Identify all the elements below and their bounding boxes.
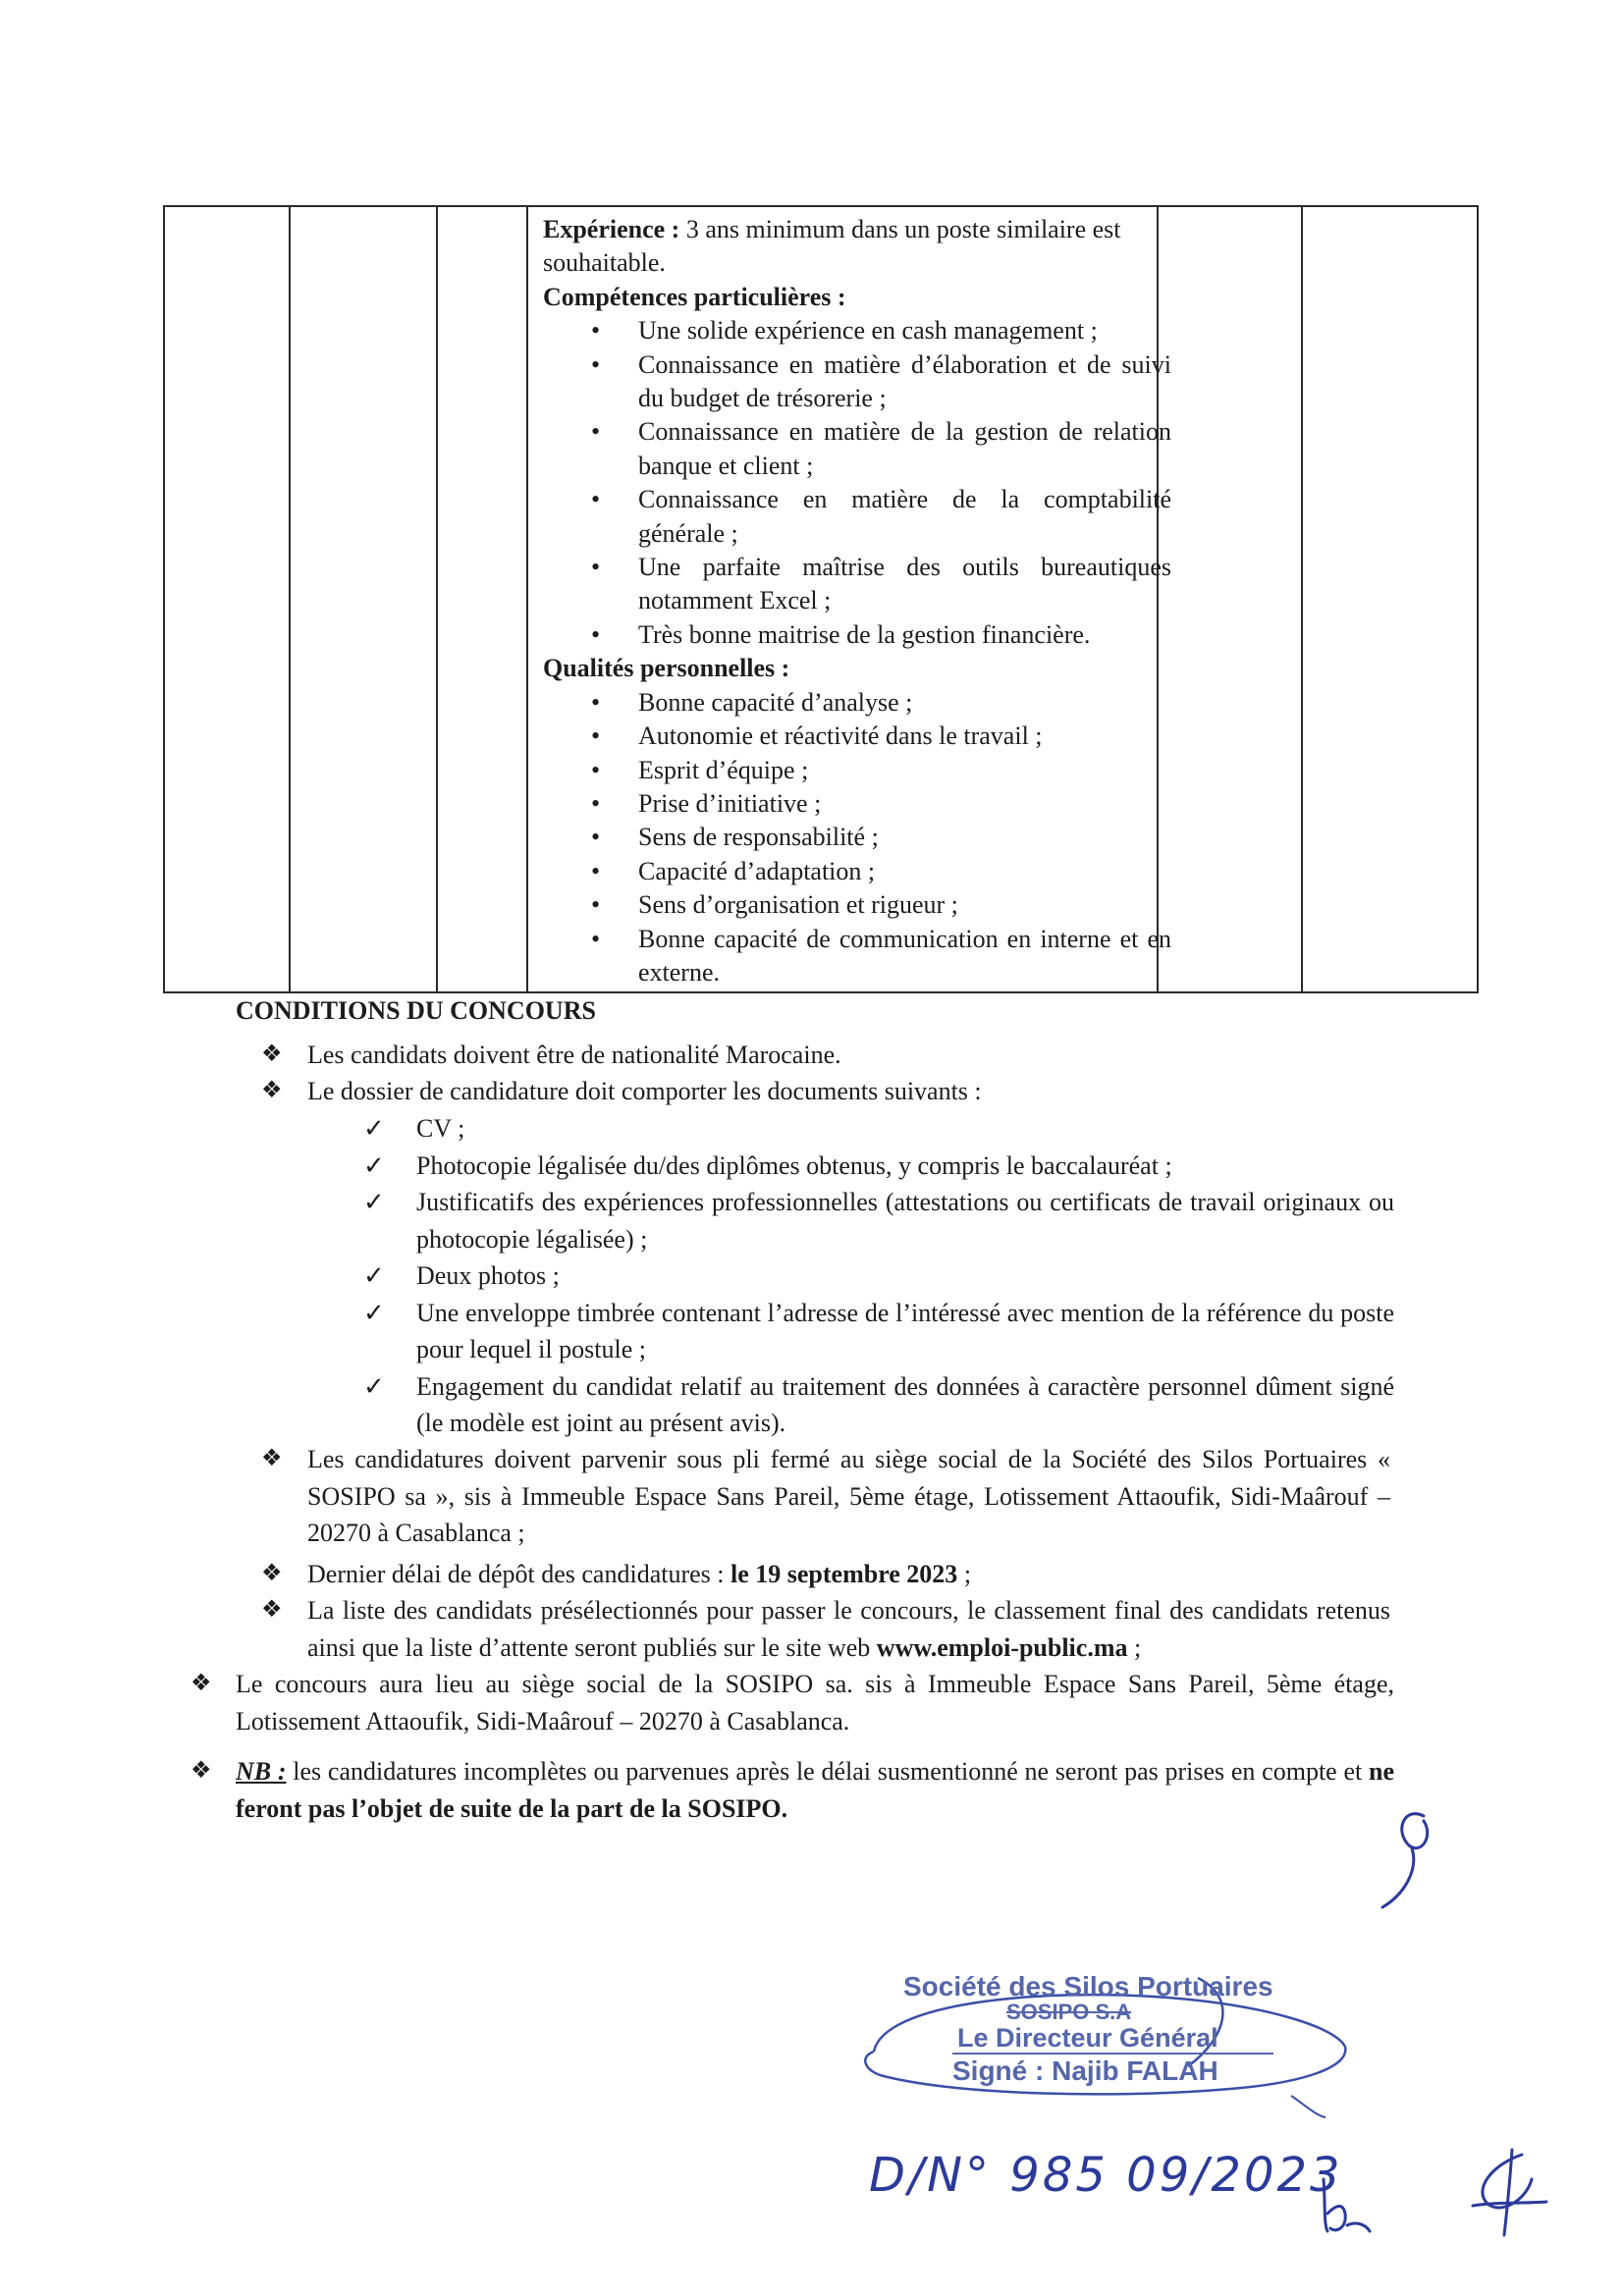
condition-item-liste xyxy=(261,1592,1390,1666)
list-item xyxy=(363,1257,1394,1295)
diamond-bullet-icon: ❖ xyxy=(261,1597,283,1623)
diamond-bullet-icon: ❖ xyxy=(261,1078,283,1103)
condition-text: Le dossier de candidature doit comporter les documents suivants : xyxy=(307,1077,982,1105)
condition-text xyxy=(307,1556,1390,1593)
condition-item-dossier xyxy=(261,1073,1390,1110)
document-text: Deux photos ; xyxy=(416,1261,560,1290)
list-item xyxy=(363,1295,1394,1368)
nb-label: NB : xyxy=(236,1757,287,1786)
checkmark-icon: ✓ xyxy=(363,1371,385,1401)
checkmark-icon: ✓ xyxy=(363,1261,385,1290)
condition-text: Les candidatures doivent parvenir sous pli fermé au siège social de la Société des Silos Portuaires « SOSIPO sa », sis à Immeuble Espace Sans Pareil, 5ème étage, Lotissement Attaoufik, Sidi-Maârouf – 20270 à Casablanca ; xyxy=(307,1445,1390,1547)
stamp-line-company: Société des Silos Portuaires xyxy=(903,1971,1273,2002)
document-text: Une enveloppe timbrée contenant l’adresse de l’intéressé avec mention de la référence du poste pour lequel il postule ; xyxy=(416,1298,1394,1363)
condition-text: Le concours aura lieu au siège social de la SOSIPO sa. sis à Immeuble Espace Sans Pareil, 5ème étage, Lotissement Attaoufik, Sidi-Maârouf – 20270 à Casablanca. xyxy=(236,1670,1394,1735)
checkmark-icon: ✓ xyxy=(363,1114,385,1143)
diamond-bullet-icon: ❖ xyxy=(261,1561,283,1586)
list-item: • Une solide expérience en cash management ; xyxy=(543,314,1171,347)
nb-bold-text: ne feront pas l’objet de suite de la part de la SOSIPO. xyxy=(236,1757,1394,1823)
list-item: • Esprit d’équipe ; xyxy=(543,754,1171,787)
list-item: • Sens de responsabilité ; xyxy=(543,821,1171,854)
delai-date: le 19 septembre 2023 xyxy=(730,1560,958,1588)
list-item xyxy=(363,1110,1394,1148)
stamp-line-abbrev: SOSIPO S.A xyxy=(1006,2000,1132,2024)
diamond-bullet-icon: ❖ xyxy=(190,1671,212,1696)
diamond-bullet-icon: ❖ xyxy=(261,1446,283,1471)
list-item: • Une parfaite maîtrise des outils bureautiques notamment Excel ; xyxy=(543,551,1171,618)
qualites-heading: Qualités personnelles : xyxy=(543,654,790,683)
qualites-list xyxy=(543,686,1171,990)
list-item: • Connaissance en matière de la comptabilité générale ; xyxy=(543,483,1171,551)
condition-item-nationality xyxy=(261,1037,1390,1074)
document-text: Engagement du candidat relatif au traitement des données à caractère personnel dûment signé (le modèle est joint au présent avis). xyxy=(416,1371,1394,1437)
diamond-bullet-icon: ❖ xyxy=(261,1041,283,1067)
delai-suffix: ; xyxy=(957,1560,972,1588)
list-item xyxy=(363,1184,1394,1257)
list-item: • Prise d’initiative ; xyxy=(543,787,1171,821)
table-column-divider xyxy=(436,207,438,991)
checkmark-icon: ✓ xyxy=(363,1188,385,1216)
job-requirements-table xyxy=(163,205,1479,993)
documents-list xyxy=(363,1110,1394,1442)
stamp-line-signature: Signé : Najib FALAH xyxy=(952,2053,1273,2086)
liste-prefix: La liste des candidats présélectionnés pour passer le concours, le classement final des candidats retenus ainsi que la liste d’attente seront publiés sur le site web xyxy=(307,1596,1390,1662)
list-item: • Très bonne maitrise de la gestion financière. xyxy=(543,618,1171,652)
stamp-line-title: Le Directeur Général xyxy=(957,2023,1218,2053)
document-text: Justificatifs des expériences professionnelles (attestations ou certificats de travail originaux ou photocopie légalisée) ; xyxy=(416,1188,1394,1254)
condition-item-envoi xyxy=(261,1441,1390,1552)
checkmark-icon: ✓ xyxy=(363,1150,385,1180)
table-column-divider xyxy=(1301,207,1303,991)
list-item xyxy=(363,1148,1394,1185)
requirements-cell xyxy=(543,213,1171,989)
list-item: • Bonne capacité de communication en interne et en externe. xyxy=(543,923,1171,990)
company-stamp xyxy=(844,1958,1355,2125)
diamond-bullet-icon: ❖ xyxy=(190,1758,212,1784)
document-text: CV ; xyxy=(416,1114,465,1143)
list-item: • Sens d’organisation et rigueur ; xyxy=(543,888,1171,922)
table-column-divider xyxy=(526,207,528,991)
checkmark-icon: ✓ xyxy=(363,1298,385,1327)
table-column-divider xyxy=(289,207,291,991)
experience-text: 3 ans minimum dans un poste similaire est souhaitable. xyxy=(543,215,1121,278)
competences-heading: Compétences particulières : xyxy=(543,282,846,311)
list-item: • Connaissance en matière de la gestion de relation banque et client ; xyxy=(543,415,1171,483)
condition-item-delai xyxy=(261,1556,1390,1593)
condition-text xyxy=(236,1753,1394,1827)
handwritten-signature-icon xyxy=(1463,2145,1551,2243)
condition-text: Les candidats doivent être de nationalité Marocaine. xyxy=(307,1041,841,1069)
document-text: Photocopie légalisée du/des diplômes obtenus, y compris le baccalauréat ; xyxy=(416,1150,1172,1180)
experience-line xyxy=(543,213,1171,281)
list-item: • Bonne capacité d’analyse ; xyxy=(543,686,1171,720)
website-link[interactable]: www.emploi-public.ma xyxy=(876,1632,1128,1662)
nb-text: les candidatures incomplètes ou parvenues après le délai susmentionné ne seront pas prises en compte et xyxy=(286,1757,1369,1786)
competences-list xyxy=(543,314,1171,652)
condition-item-nb xyxy=(190,1753,1394,1827)
handwritten-reference: D/N° 985 09/2023 xyxy=(869,2148,1343,2203)
conditions-title: CONDITIONS DU CONCOURS xyxy=(236,996,596,1025)
list-item: • Autonomie et réactivité dans le travail ; xyxy=(543,720,1171,753)
list-item: • Connaissance en matière d’élaboration et de suivi du budget de trésorerie ; xyxy=(543,348,1171,416)
handwritten-initials-icon xyxy=(1316,2174,1375,2243)
experience-label: Expérience : xyxy=(543,215,680,243)
handwritten-initial-icon xyxy=(1365,1801,1453,1914)
list-item: • Capacité d’adaptation ; xyxy=(543,855,1171,888)
condition-item-lieu xyxy=(190,1666,1394,1739)
liste-suffix: ; xyxy=(1127,1632,1142,1662)
list-item xyxy=(363,1368,1394,1442)
condition-text xyxy=(307,1592,1390,1666)
delai-prefix: Dernier délai de dépôt des candidatures : xyxy=(307,1560,730,1588)
